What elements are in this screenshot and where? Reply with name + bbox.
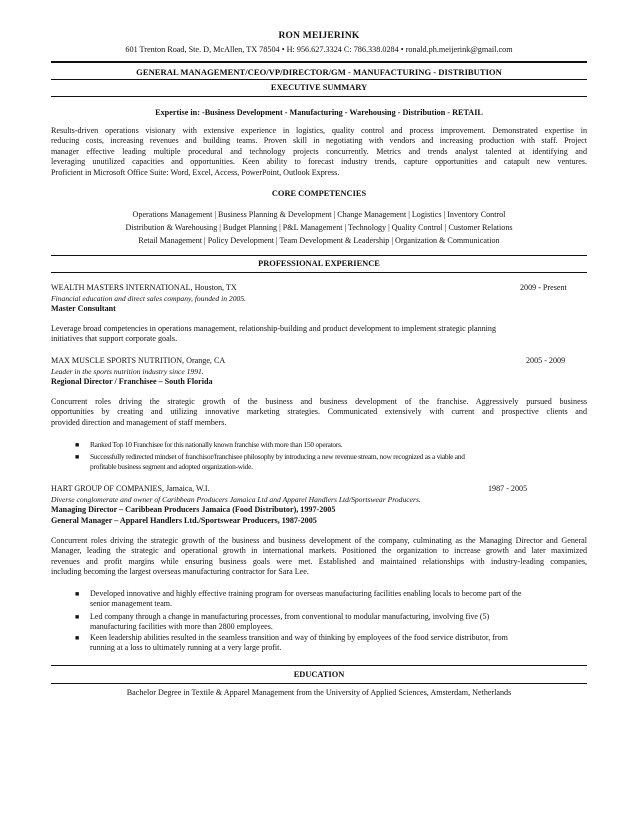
job-description: Diverse conglomerate and owner of Caribbean Producers Jamaica Ltd and Apparel Handlers Ltd/Sportswear Producers. [51, 495, 421, 504]
job-dates: 2005 - 2009 [526, 356, 566, 365]
experience-rule [51, 272, 587, 273]
job-company: WEALTH MASTERS INTERNATIONAL, Houston, TX [51, 283, 237, 292]
list-item [90, 612, 489, 633]
bullet-text: Keen leadership abilities resulted in the seamless transition and way of thinking by employees of the food service distributor, from [90, 633, 508, 642]
job-company: MAX MUSCLE SPORTS NUTRITION, Orange, CA [51, 356, 226, 365]
bullet-text: Led company through a change in manufacturing processes, from conventional to modular manufacturing, involving five (5) [90, 612, 490, 621]
bullet-icon: ■ [75, 453, 80, 461]
experience-top-rule [51, 255, 587, 256]
summary-line: manager effective leading multiple procedural and technology projects concurrently. Metrics and trends analyst talented at identifying and [51, 146, 587, 156]
bullet-text: Ranked Top 10 Franchisee for this nationally known franchise with more than 150 operators. [90, 440, 343, 449]
competency-line: Retail Management | Policy Development | Team Development & Leadership | Organization & Communication [138, 236, 500, 245]
summary-line: leveraging unutilized capacities and opportunities. Keen ability to forecast industry trends, capture opportunities and catapult new ventures. [51, 157, 587, 167]
job-summary-line: revenues and profit margins while ensuring business goals were met. Established and maintained relationships with industry-leading companies, [51, 556, 587, 566]
bullet-text: running at a loss to ultimately running at a very large profit. [90, 643, 282, 653]
bullet-icon: ■ [75, 634, 80, 642]
expertise-line: Expertise in: -Business Development - Manufacturing - Warehousing - Distribution - RETAIL [155, 108, 483, 117]
list-item [90, 633, 508, 654]
summary-line: Proficient in Microsoft Office Suite: Word, Excel, Access, PowerPoint, Outlook Express. [51, 167, 340, 177]
job-summary-line: Concurrent roles driving the strategic growth of the business and business development of the company, culminating as the Managing Director and General [51, 536, 587, 545]
summary-line: Results-driven operations visionary with extensive experience in logistics, quality control and process improvement. Demonstrated expertise in [51, 126, 587, 135]
job-description: Financial education and direct sales company, founded in 2005. [51, 294, 247, 303]
summary-rule [51, 96, 587, 97]
list-item [90, 589, 521, 610]
headline-title: GENERAL MANAGEMENT/CEO/VP/DIRECTOR/GM - MANUFACTURING - DISTRIBUTION [136, 67, 502, 77]
header-top-rule [51, 61, 587, 63]
job-title: General Manager – Apparel Handlers Ltd./Sportswear Producers, 1987-2005 [51, 516, 317, 525]
list-item [90, 452, 465, 473]
bullet-text: profitable business segment and adopted organization-wide. [90, 462, 253, 472]
summary-line: reducing costs, increasing revenues and building teams. Proven skill in negotiating with vendors and increasing production with staff. Project [51, 136, 587, 146]
job-description: Leader in the sports nutrition industry since 1991. [51, 367, 204, 376]
job-title: Master Consultant [51, 304, 116, 313]
candidate-name: RON MEIJERINK [278, 31, 360, 41]
contact-line: 601 Trenton Road, Ste. D, McAllen, TX 78504 • H: 956.627.3324 C: 786.338.0284 • ronald.ph.meijerink@gmail.com [125, 45, 513, 54]
education-rule [51, 683, 587, 684]
job-summary [51, 397, 587, 428]
job-summary [51, 536, 587, 578]
bullet-icon: ■ [75, 613, 80, 621]
education-top-rule [51, 665, 587, 666]
job-summary [51, 324, 587, 345]
job-dates: 1987 - 2005 [488, 484, 528, 493]
bullet-text: Successfully redirected mindset of franchisor/franchisee philosophy by introducing a new revenue stream, now recognized as a viable and [90, 452, 465, 461]
bullet-text: manufacturing facilities with more than 2800 employees. [90, 622, 273, 632]
job-summary-line: Manager, leading the strategic and operational growth in international markets. Positioned the organization to increase growth and later maximized [51, 546, 587, 556]
job-summary-line: Leverage broad competencies in operations management, relationship-building and product development to implement strategic planning [51, 324, 497, 333]
job-summary-line: provided direction and management of staff members. [51, 417, 227, 427]
bullet-icon: ■ [75, 441, 80, 449]
competency-line: Distribution & Warehousing | Budget Planning | P&L Management | Technology | Quality Control | Customer Relations [125, 223, 513, 232]
headline-rule [51, 79, 587, 80]
job-title: Regional Director / Franchisee – South Florida [51, 377, 213, 386]
section-heading-core-competencies: CORE COMPETENCIES [271, 189, 367, 198]
section-heading-professional-experience: PROFESSIONAL EXPERIENCE [258, 259, 380, 268]
job-title: Managing Director – Caribbean Producers Jamaica (Food Distributor), 1997-2005 [51, 505, 336, 514]
job-summary-line: opportunities by creating and utilizing innovative marketing strategies. Communicated extensively with current and prospective clients and [51, 407, 587, 417]
summary-paragraph [51, 126, 587, 178]
list-item [90, 440, 342, 450]
section-heading-education: EDUCATION [293, 670, 345, 679]
job-summary-line: initiatives that support corporate goals. [51, 334, 178, 344]
bullet-icon: ■ [75, 590, 80, 598]
job-summary-line: including becoming the largest overseas manufacturing contractor for Sara Lee. [51, 567, 309, 577]
job-company: HART GROUP OF COMPANIES, Jamaica, W.I. [51, 484, 210, 493]
job-summary-line: Concurrent roles driving the strategic growth of the business and business development of the franchise. Aggressively pursued business [51, 397, 587, 406]
bullet-text: senior management team. [90, 599, 172, 609]
job-dates: 2009 - Present [520, 283, 567, 292]
competency-line: Operations Management | Business Planning & Development | Change Management | Logistics | Inventory Control [132, 210, 506, 219]
education-degree: Bachelor Degree in Textile & Apparel Management from the University of Applied Sciences, Amsterdam, Netherlands [126, 688, 512, 697]
bullet-text: Developed innovative and highly effective training program for overseas manufacturing facilities enabling locals to become part of the [90, 589, 522, 598]
section-heading-executive-summary: EXECUTIVE SUMMARY [270, 83, 368, 92]
